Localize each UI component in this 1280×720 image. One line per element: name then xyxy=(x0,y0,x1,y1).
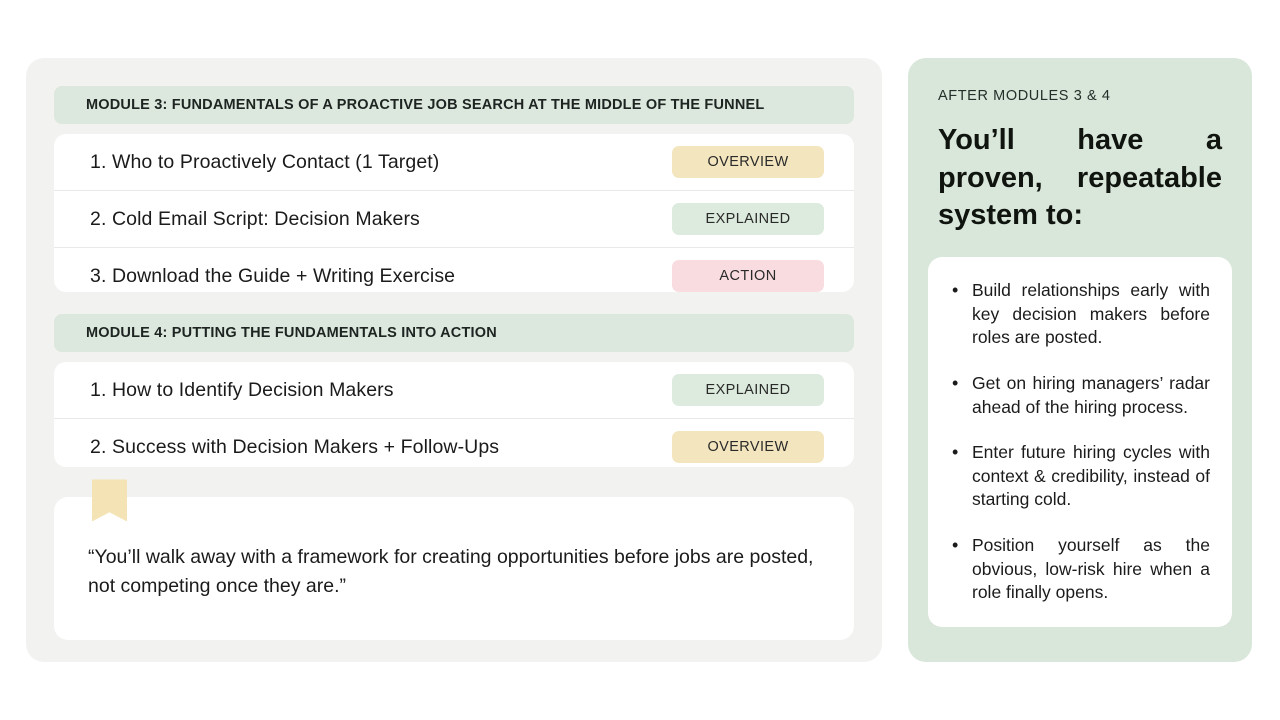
module-lessons-3 xyxy=(54,134,854,292)
module-header-3: MODULE 3: FUNDAMENTALS OF A PROACTIVE JOB SEARCH AT THE MIDDLE OF THE FUNNEL xyxy=(54,86,854,124)
quote-card xyxy=(54,497,854,640)
lesson-title: 2. Success with Decision Makers + Follow-Ups xyxy=(90,435,500,458)
lesson-title: 1. How to Identify Decision Makers xyxy=(90,378,394,401)
outcomes-heading: You’ll have a proven, repeatable system to: xyxy=(938,124,1222,232)
quote-text: “You’ll walk away with a framework for creating opportunities before jobs are posted, not competing once they are.” xyxy=(88,546,814,597)
outcomes-panel xyxy=(908,58,1252,662)
list-item: • Get on hiring managers’ radar ahead of the hiring process. xyxy=(946,372,1210,419)
status-badge: ACTION xyxy=(672,260,824,292)
lesson-row[interactable] xyxy=(54,362,854,418)
module-header-4: MODULE 4: PUTTING THE FUNDAMENTALS INTO ACTION xyxy=(54,314,854,352)
list-item: • Position yourself as the obvious, low-risk hire when a role finally opens. xyxy=(946,534,1210,605)
list-item: • Enter future hiring cycles with context & credibility, instead of starting cold. xyxy=(946,441,1210,512)
status-badge: EXPLAINED xyxy=(672,374,824,406)
lesson-row[interactable] xyxy=(54,190,854,247)
curriculum-panel xyxy=(26,58,882,662)
bookmark-icon xyxy=(92,479,127,521)
lesson-title: 1. Who to Proactively Contact (1 Target) xyxy=(90,150,440,173)
list-item: • Build relationships early with key decision makers before roles are posted. xyxy=(946,279,1210,350)
outcomes-bullet-card xyxy=(928,257,1232,627)
status-badge: OVERVIEW xyxy=(672,431,824,463)
lesson-row[interactable] xyxy=(54,418,854,467)
outcomes-list xyxy=(946,279,1210,605)
status-badge: OVERVIEW xyxy=(672,146,824,178)
lesson-title: 3. Download the Guide + Writing Exercise xyxy=(90,264,456,287)
status-badge: EXPLAINED xyxy=(672,203,824,235)
lesson-row[interactable] xyxy=(54,134,854,190)
lesson-title: 2. Cold Email Script: Decision Makers xyxy=(90,207,420,230)
module-lessons-4 xyxy=(54,362,854,467)
lesson-row[interactable] xyxy=(54,247,854,292)
outcomes-eyebrow: AFTER MODULES 3 & 4 xyxy=(938,88,1111,104)
section-spacer xyxy=(42,292,866,314)
